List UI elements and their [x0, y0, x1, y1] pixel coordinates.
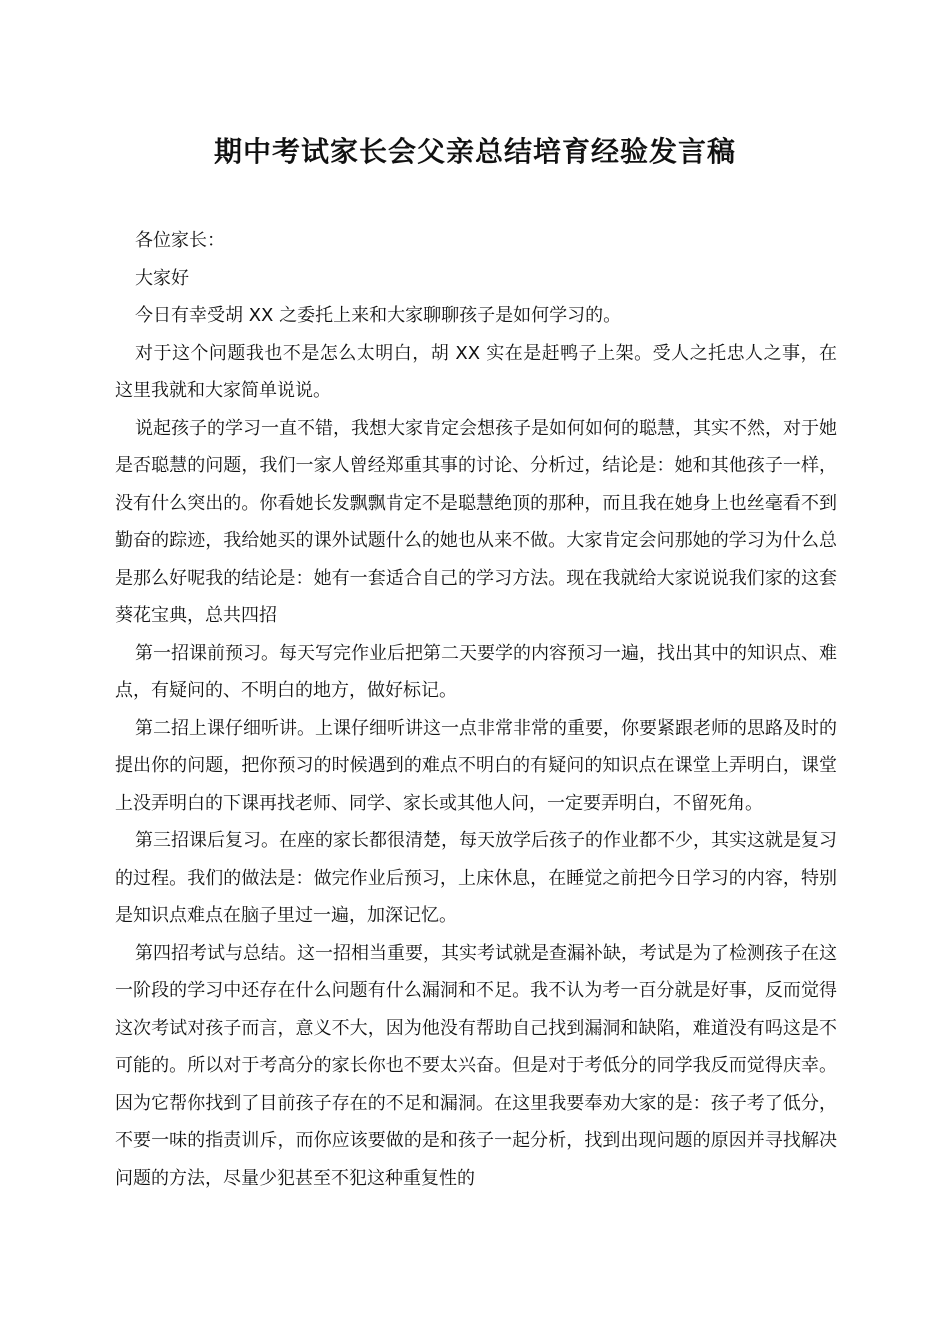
document-body — [115, 222, 837, 1197]
paragraph: 说起孩子的学习一直不错，我想大家肯定会想孩子是如何如何的聪慧，其实不然，对于她是否聪慧的问题，我们一家人曾经郑重其事的讨论、分析过，结论是：她和其他孩子一样，没有什么突出的。你看她长发飘飘肯定不是聪慧绝顶的那种，而且我在她身上也丝毫看不到勤奋的踪迹，我给她买的课外试题什么的她也从来不做。大家肯定会问那她的学习为什么总是那么好呢我的结论是：她有一套适合自己的学习方法。现在我就给大家说说我们家的这套葵花宝典，总共四招 — [115, 417, 837, 626]
paragraph-method-3: 第三招课后复习。在座的家长都很清楚，每天放学后孩子的作业都不少，其实这就是复习的过程。我们的做法是：做完作业后预习，上床休息，在睡觉之前把今日学习的内容，特别是知识点难点在脑子里过一遍，加深记忆。 — [115, 830, 837, 926]
paragraph-method-2: 第二招上课仔细听讲。上课仔细听讲这一点非常非常的重要，你要紧跟老师的思路及时的提出你的问题，把你预习的时候遇到的难点不明白的有疑问的知识点在课堂上弄明白，课堂上没弄明白的下课再找老师、同学、家长或其他人问，一定要弄明白，不留死角。 — [115, 717, 837, 814]
paragraph: 对于这个问题我也不是怎么太明白，胡 XX 实在是赶鸭子上架。受人之托忠人之事，在这里我就和大家简单说说。 — [115, 342, 837, 401]
paragraph-greeting: 大家好 — [135, 267, 189, 289]
paragraph-salutation: 各位家长： — [135, 230, 225, 251]
paragraph-intro: 今日有幸受胡 XX 之委托上来和大家聊聊孩子是如何学习的。 — [135, 305, 622, 326]
paragraph-method-4: 第四招考试与总结。这一招相当重要，其实考试就是查漏补缺，考试是为了检测孩子在这一阶段的学习中还存在什么问题有什么漏洞和不足。我不认为考一百分就是好事，反而觉得这次考试对孩子而言，意义不大，因为他没有帮助自己找到漏洞和缺陷，难道没有吗这是不可能的。所以对于考高分的家长你也不要太兴奋。但是对于考低分的同学我反而觉得庆幸。因为它帮你找到了目前孩子存在的不足和漏洞。在这里我要奉劝大家的是：孩子考了低分，不要一味的指责训斥，而你应该要做的是和孩子一起分析，找到出现问题的原因并寻找解决问题的方法，尽量少犯甚至不犯这种重复性的 — [115, 942, 837, 1189]
document-title: 期中考试家长会父亲总结培育经验发言稿 — [213, 135, 736, 168]
paragraph-method-1: 第一招课前预习。每天写完作业后把第二天要学的内容预习一遍，找出其中的知识点、难点，有疑问的、不明白的地方，做好标记。 — [115, 642, 837, 701]
